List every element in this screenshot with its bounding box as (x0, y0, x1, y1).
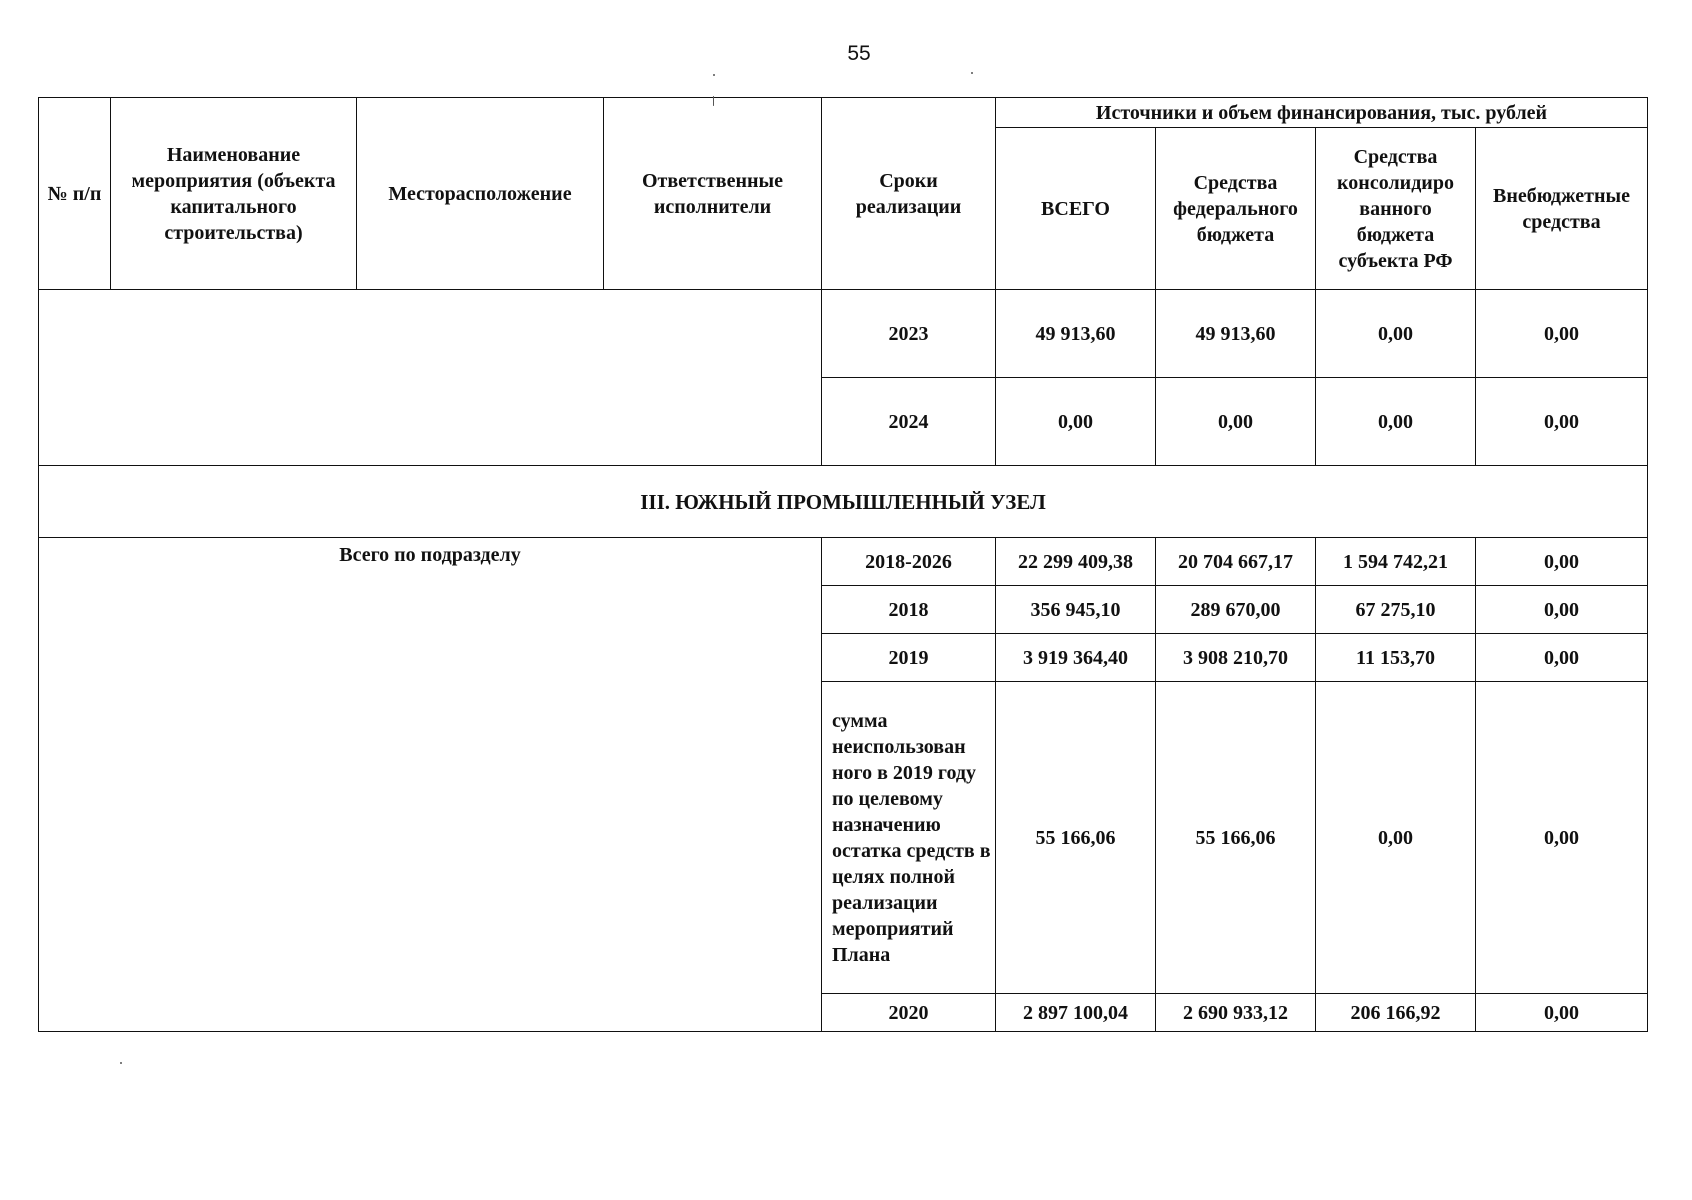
federal-cell: 49 913,60 (1156, 290, 1316, 378)
total-cell: 356 945,10 (996, 586, 1156, 634)
header-offbudget: Внебюджетные средства (1476, 128, 1648, 290)
header-federal: Средства федерального бюджета (1156, 128, 1316, 290)
total-cell: 3 919 364,40 (996, 634, 1156, 682)
total-cell: 49 913,60 (996, 290, 1156, 378)
offbudget-cell: 0,00 (1476, 682, 1648, 994)
federal-cell: 2 690 933,12 (1156, 994, 1316, 1032)
regional-cell: 0,00 (1316, 378, 1476, 466)
offbudget-cell: 0,00 (1476, 634, 1648, 682)
section-title: III. ЮЖНЫЙ ПРОМЫШЛЕННЫЙ УЗЕЛ (39, 466, 1648, 538)
regional-cell: 0,00 (1316, 290, 1476, 378)
total-cell: 0,00 (996, 378, 1156, 466)
federal-cell: 0,00 (1156, 378, 1316, 466)
federal-cell: 20 704 667,17 (1156, 538, 1316, 586)
federal-cell: 289 670,00 (1156, 586, 1316, 634)
subtotal-label: Всего по подразделу (39, 538, 822, 1032)
period-cell: 2019 (822, 634, 996, 682)
header-total: ВСЕГО (996, 128, 1156, 290)
empty-merged-cell (39, 290, 822, 466)
header-responsible: Ответственные исполнители (604, 98, 822, 290)
scan-speck (971, 72, 973, 74)
header-funding-group: Источники и объем финансирования, тыс. рублей (996, 98, 1648, 128)
regional-cell: 67 275,10 (1316, 586, 1476, 634)
offbudget-cell: 0,00 (1476, 586, 1648, 634)
header-terms: Сроки реализации (822, 98, 996, 290)
period-cell: 2018 (822, 586, 996, 634)
total-cell: 55 166,06 (996, 682, 1156, 994)
regional-cell: 206 166,92 (1316, 994, 1476, 1032)
period-cell: 2018-2026 (822, 538, 996, 586)
table-row (39, 290, 1648, 378)
period-cell: 2020 (822, 994, 996, 1032)
regional-cell: 11 153,70 (1316, 634, 1476, 682)
offbudget-cell: 0,00 (1476, 290, 1648, 378)
period-note-cell: сумма неиспользован ного в 2019 году по целевому назначению остатка средств в целях полной реализации мероприятий Плана (822, 682, 996, 994)
header-num: № п/п (39, 98, 111, 290)
header-location: Месторасположение (357, 98, 604, 290)
scan-speck (713, 74, 715, 76)
offbudget-cell: 0,00 (1476, 378, 1648, 466)
period-cell: 2024 (822, 378, 996, 466)
total-cell: 2 897 100,04 (996, 994, 1156, 1032)
federal-cell: 55 166,06 (1156, 682, 1316, 994)
header-regional: Средства консолидиро ванного бюджета субъекта РФ (1316, 128, 1476, 290)
regional-cell: 1 594 742,21 (1316, 538, 1476, 586)
scan-speck (120, 1062, 122, 1064)
financing-table (38, 97, 1648, 1032)
scan-speck (713, 96, 714, 106)
offbudget-cell: 0,00 (1476, 994, 1648, 1032)
table-row (39, 538, 1648, 586)
header-name: Наименование мероприятия (объекта капитального строительства) (111, 98, 357, 290)
period-cell: 2023 (822, 290, 996, 378)
page-number: 55 (847, 42, 871, 65)
total-cell: 22 299 409,38 (996, 538, 1156, 586)
regional-cell: 0,00 (1316, 682, 1476, 994)
offbudget-cell: 0,00 (1476, 538, 1648, 586)
federal-cell: 3 908 210,70 (1156, 634, 1316, 682)
